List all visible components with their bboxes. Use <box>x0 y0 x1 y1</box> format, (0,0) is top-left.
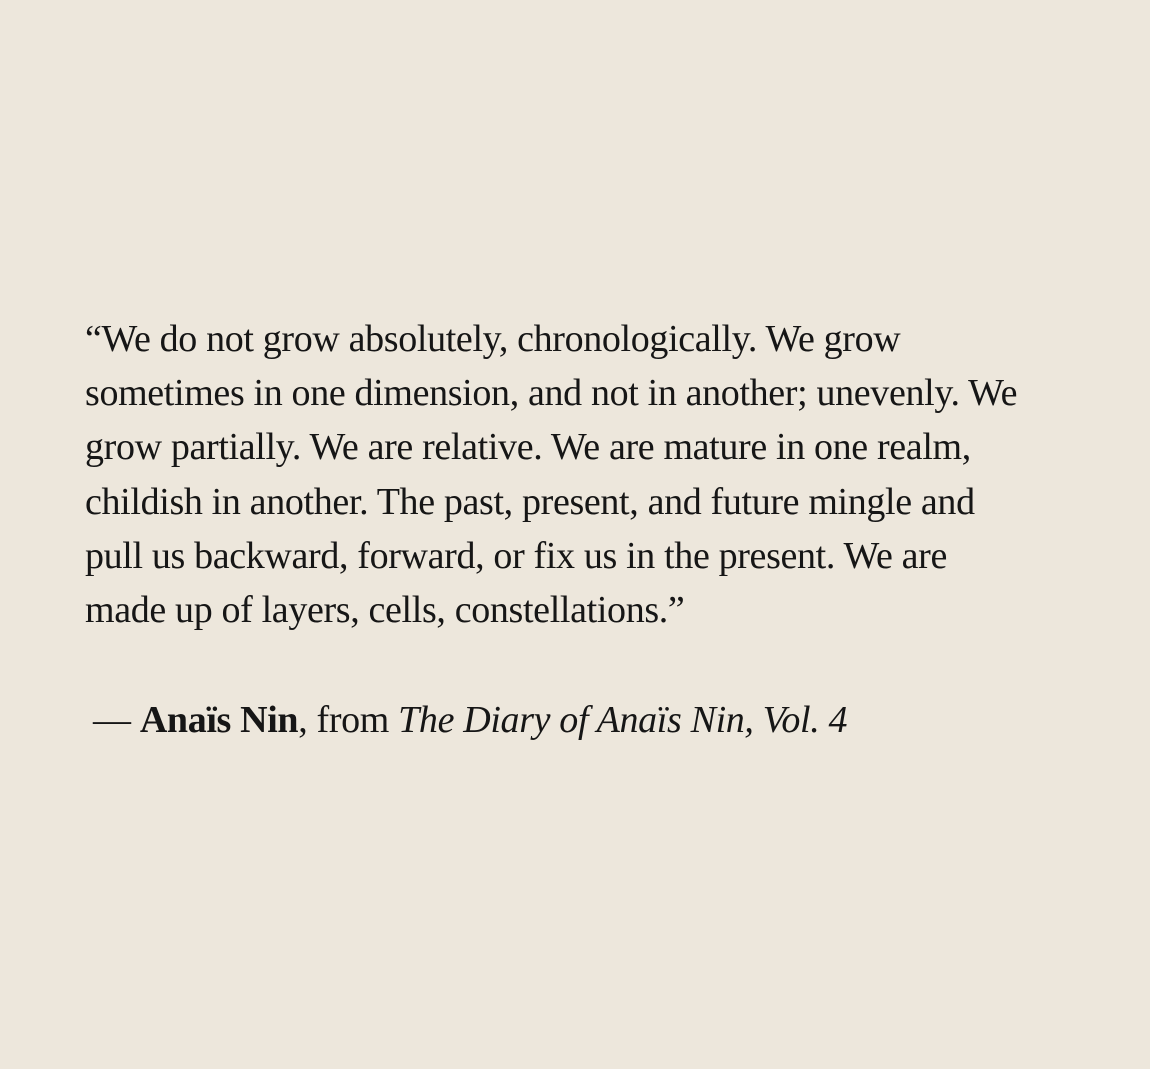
source-title: The Diary of Anaïs Nin, Vol. 4 <box>398 699 848 741</box>
attribution-dash: — <box>93 699 140 741</box>
author-name: Anaïs Nin <box>139 699 299 741</box>
quote-line: pull us backward, forward, or fix us in the present. We are <box>85 534 947 577</box>
quote-line: grow partially. We are relative. We are mature in one realm, <box>85 426 971 469</box>
quote-line: made up of layers, cells, constellations.” <box>85 589 685 632</box>
attribution-connector: , from <box>298 699 399 741</box>
quote-line: childish in another. The past, present, and future mingle and <box>85 480 975 523</box>
quote-text <box>85 312 1095 637</box>
quote-line: sometimes in one dimension, and not in another; unevenly. We <box>85 372 1018 415</box>
quote-attribution <box>93 695 847 745</box>
quote-line: “We do not grow absolutely, chronologically. We grow <box>85 318 901 360</box>
